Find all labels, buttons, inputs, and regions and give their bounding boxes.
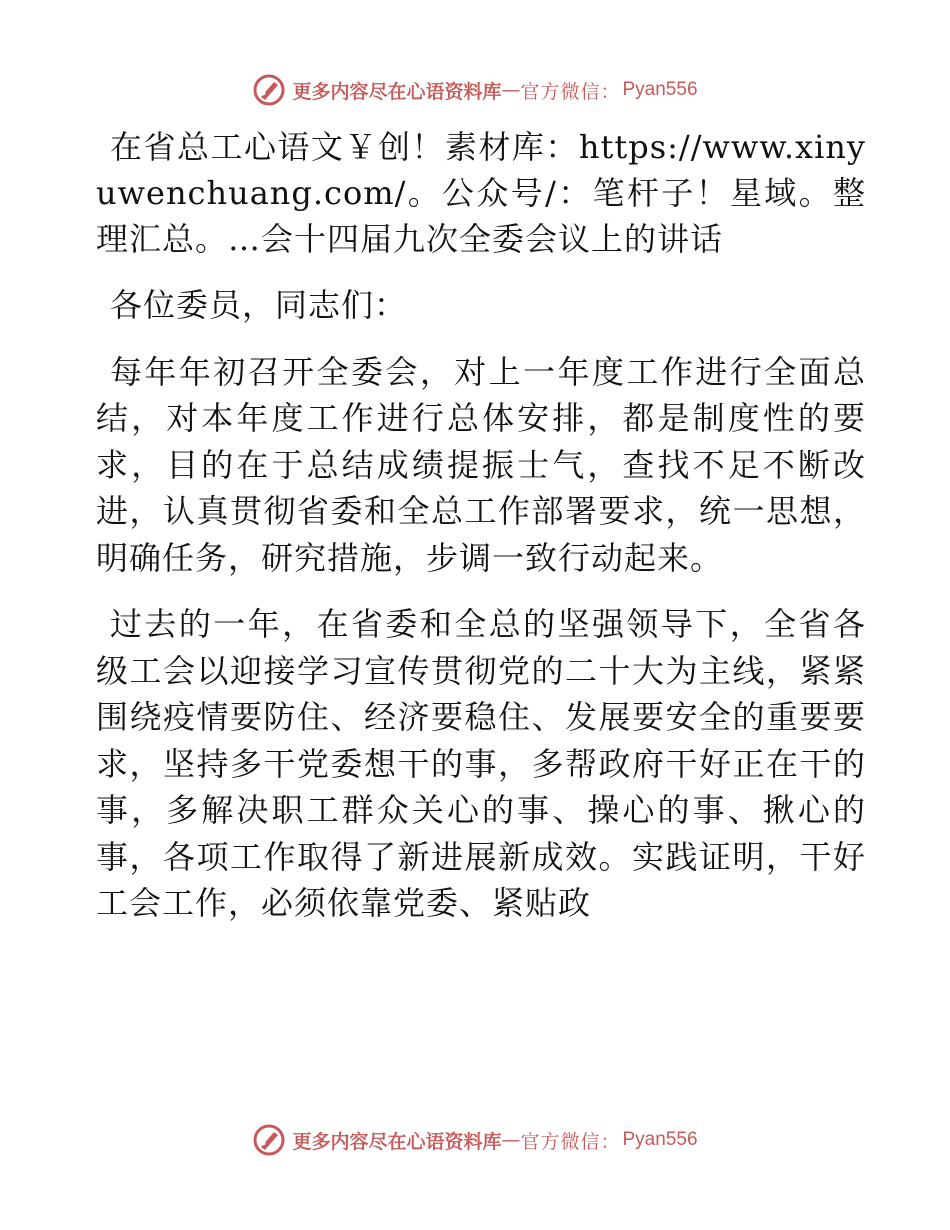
header-watermark-banner [0, 70, 950, 110]
banner-text: 更多内容尽在心语资料库 [292, 1130, 502, 1153]
title-paragraph: 在省总工心语文￥创！素材库：https://www.xinyuwenchuang.com/。公众号/：笔杆子！星域。整理汇总。…会十四届九次全委会议上的讲话 [96, 128, 866, 258]
body-paragraph: 每年年初召开全委会，对上一年度工作进行全面总结，对本年度工作进行总体安排，都是制度性的要求，目的在于总结成绩提振士气，查找不足不断改进，认真贯彻省委和全总工作部署要求，统一思想，明确任务，研究措施，步调一致行动起来。 [96, 352, 866, 577]
banner-text: 更多内容尽在心语资料库 [292, 80, 502, 103]
banner-separator: — [501, 1129, 521, 1151]
banner-official-label: 官方微信： [520, 1130, 621, 1153]
banner-official-label: 官方微信： [520, 80, 621, 103]
pen-circle-logo-icon [252, 1123, 286, 1157]
salutation-paragraph: 各位委员，同志们： [110, 286, 408, 324]
banner-wechat-id: Pyan556 [622, 79, 698, 100]
pen-circle-logo-icon [252, 73, 286, 107]
banner-wechat-id: Pyan556 [622, 1129, 698, 1150]
document-body [96, 124, 866, 947]
banner-separator: — [501, 79, 521, 101]
footer-watermark-banner [0, 1120, 950, 1160]
body-paragraph: 过去的一年，在省委和全总的坚强领导下，全省各级工会以迎接学习宣传贯彻党的二十大为主线，紧紧围绕疫情要防住、经济要稳住、发展要安全的重要要求，坚持多干党委想干的事，多帮政府干好正在干的事，多解决职工群众关心的事、操心的事、揪心的事，各项工作取得了新进展新成效。实践证明，干好工会工作，必须依靠党委、紧贴政 [96, 605, 866, 922]
